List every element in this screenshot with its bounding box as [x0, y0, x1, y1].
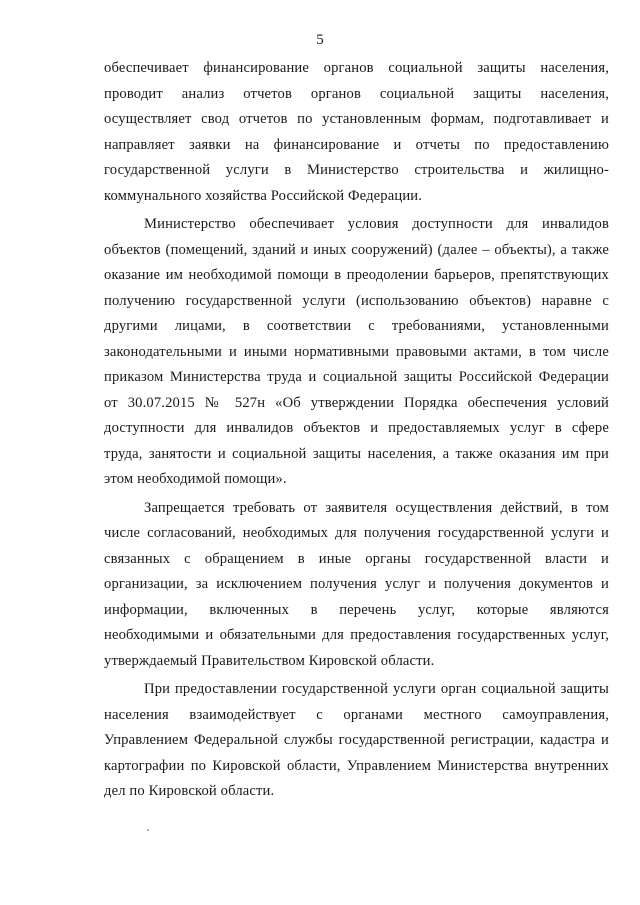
text-line: направляет заявки на финансирование и отчеты по предоставлению: [104, 136, 609, 153]
text-line: объектов (помещений, зданий и иных сооружений) (далее – объекты), а также: [104, 241, 609, 258]
text-line: приказом Министерства труда и социальной защиты Российской Федерации: [104, 369, 609, 385]
text-line: дел по Кировской области.: [104, 783, 275, 799]
text-line: получению государственной услуги (использованию объектов) наравне с: [104, 292, 609, 309]
text-line: организации, за исключением получения услуг и получения документов и: [104, 576, 609, 592]
page-number: 5: [316, 32, 324, 48]
paragraph-4: [104, 677, 609, 805]
text-line: осуществляет свод отчетов по установленным формам, подготавливает и: [104, 111, 609, 127]
paragraph-1: [104, 56, 609, 209]
paragraph-2: [104, 212, 609, 493]
text-line: коммунального хозяйства Российской Федерации.: [104, 187, 423, 204]
text-line: числе согласований, необходимых для получения государственной услуги и: [104, 525, 609, 541]
text-line: утверждаемый Правительством Кировской области.: [104, 652, 435, 669]
text-line: этом необходимой помощи».: [104, 471, 287, 487]
text-line: проводит анализ отчетов органов социальной защиты населения,: [104, 85, 609, 102]
text-line: картографии по Кировской области, Управлением Министерства внутренних: [104, 757, 609, 774]
document-body: [104, 56, 609, 805]
text-line: труда, занятости и социальной защиты населения, а также оказания им при: [104, 445, 609, 462]
text-line: от 30.07.2015 № 527н «Об утверждении Порядка обеспечения условий: [104, 394, 609, 411]
text-line: Запрещается требовать от заявителя осуществления действий, в том: [144, 499, 609, 516]
text-line: необходимыми и обязательными для предоставления государственных услуг,: [104, 627, 609, 643]
text-line: Управлением Федеральной службы государственной регистрации, кадастра и: [104, 732, 609, 748]
paragraph-3: [104, 496, 609, 675]
text-line: связанных с обращением в иные органы государственной власти и: [104, 550, 609, 567]
text-line: другими лицами, в соответствии с требованиями, установленными: [104, 318, 609, 334]
text-line: законодательными и иными нормативными правовыми актами, в том числе: [104, 343, 609, 360]
scan-speck: [147, 829, 149, 831]
text-line: Министерство обеспечивает условия доступности для инвалидов: [144, 216, 609, 232]
text-line: населения взаимодействует с органами местного самоуправления,: [104, 706, 609, 723]
text-line: государственной услуги в Министерство строительства и жилищно-: [104, 162, 609, 178]
text-line: информации, включенных в перечень услуг, которые являются: [104, 601, 609, 618]
text-line: доступности для инвалидов объектов и предоставляемых услуг в сфере: [104, 420, 609, 436]
text-line: При предоставлении государственной услуги орган социальной защиты: [144, 681, 609, 697]
text-line: оказание им необходимой помощи в преодолении барьеров, препятствующих: [104, 267, 609, 283]
text-line: обеспечивает финансирование органов социальной защиты населения,: [104, 60, 609, 76]
